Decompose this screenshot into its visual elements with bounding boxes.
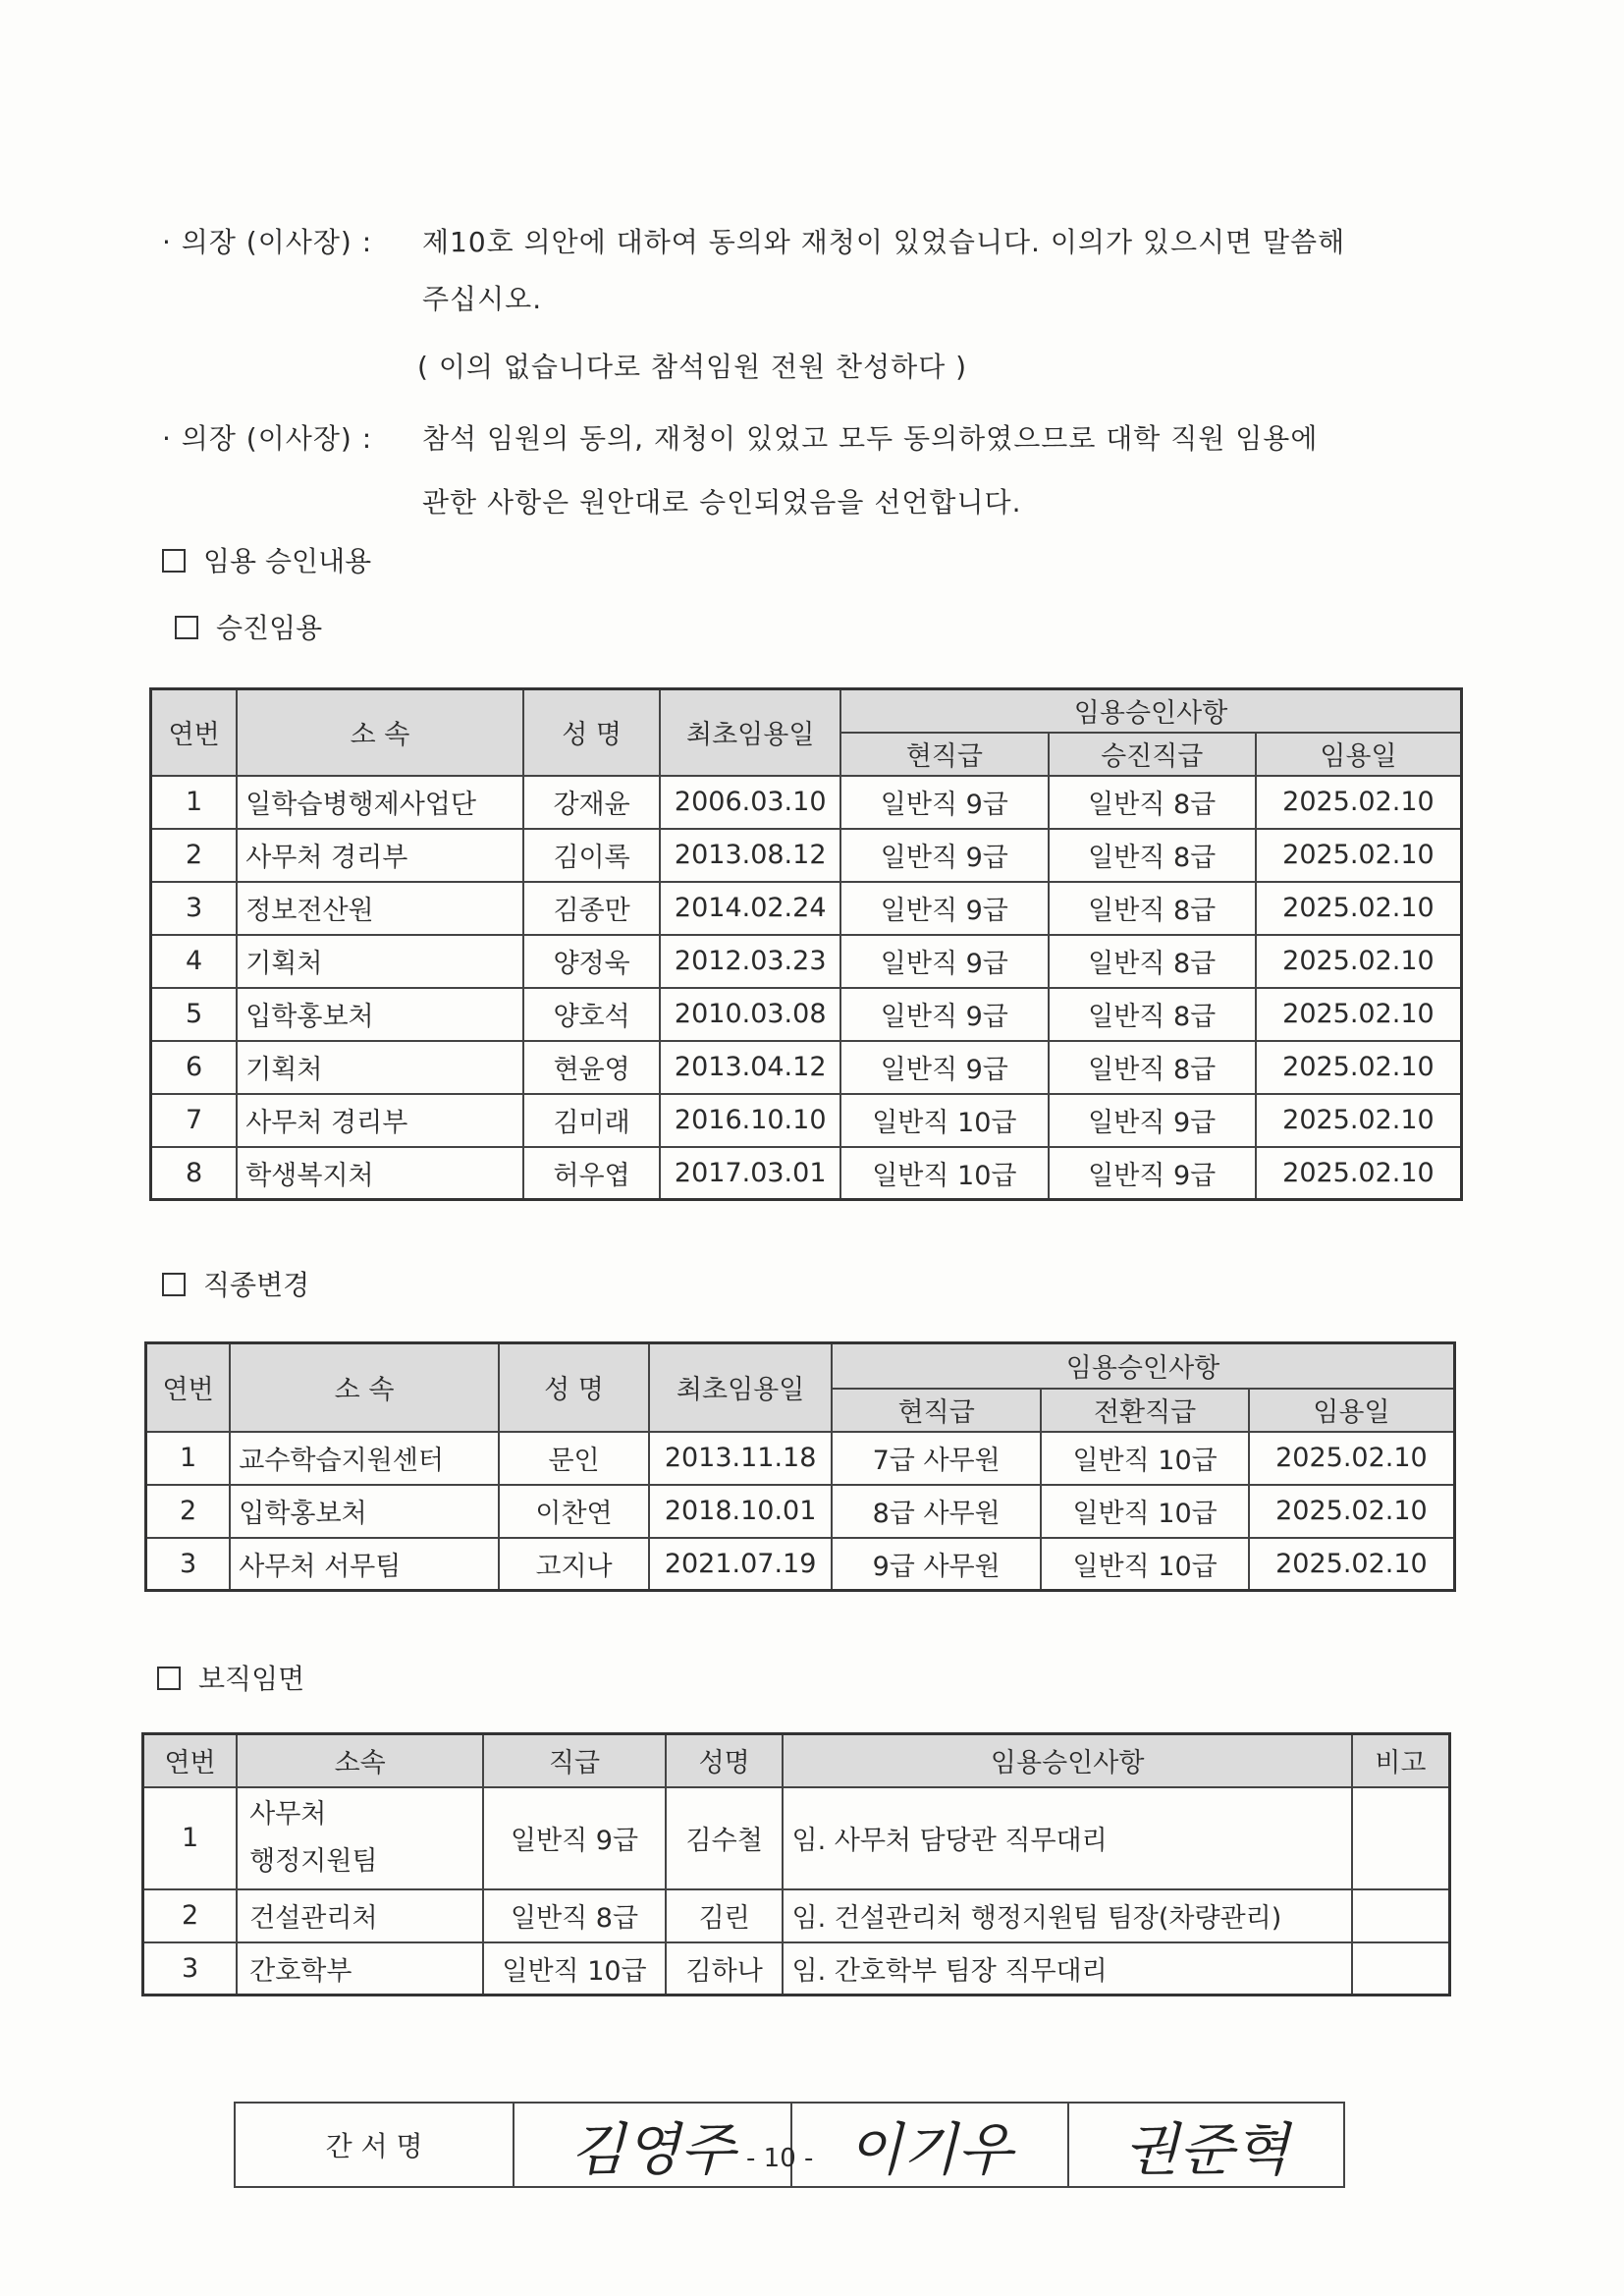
cell-name: 양정욱	[523, 935, 661, 988]
table-row	[151, 776, 1462, 829]
table-row	[151, 882, 1462, 935]
speech2-line1: 참석 임원의 동의, 재청이 있었고 모두 동의하였으므로 대학 직원 임용에	[422, 422, 1319, 455]
cell-dept: 사무처 서무팀	[230, 1538, 499, 1591]
cell-current-grade: 일반직 10급	[840, 1147, 1048, 1200]
table-row	[146, 1538, 1455, 1591]
cell-new-grade: 일반직 8급	[1049, 1041, 1256, 1094]
cell-name: 김하나	[666, 1942, 784, 1995]
cell-date: 2025.02.10	[1249, 1485, 1455, 1538]
cell-date: 2025.02.10	[1256, 1147, 1462, 1200]
cell-new-grade: 일반직 8급	[1049, 829, 1256, 882]
cell-no: 1	[143, 1787, 238, 1889]
cell-first-date: 2012.03.23	[660, 935, 840, 988]
cell-no: 5	[151, 988, 238, 1041]
cell-dept: 정보전산원	[237, 882, 523, 935]
cell-current-grade: 7급 사무원	[832, 1432, 1041, 1485]
header-date: 임용일	[1256, 733, 1462, 776]
speech1-line2: 주십시오.	[422, 283, 543, 315]
cell-new-grade: 일반직 8급	[1049, 988, 1256, 1041]
table-row	[151, 829, 1462, 882]
cell-first-date: 2017.03.01	[660, 1147, 840, 1200]
header-first-date: 최초임용일	[649, 1343, 832, 1432]
cell-name: 양호석	[523, 988, 661, 1041]
cell-date: 2025.02.10	[1256, 882, 1462, 935]
checkbox-square-icon	[162, 1273, 186, 1296]
header-name: 성명	[666, 1734, 784, 1787]
cell-first-date: 2021.07.19	[649, 1538, 832, 1591]
cell-name: 김종만	[523, 882, 661, 935]
cell-new-grade: 일반직 9급	[1049, 1147, 1256, 1200]
cell-name: 이찬연	[499, 1485, 649, 1538]
speech2-speaker: · 의장 (이사장) :	[162, 422, 373, 455]
cell-dept: 입학홍보처	[230, 1485, 499, 1538]
header-approval-group: 임용승인사항	[840, 689, 1461, 733]
cell-name: 김수철	[666, 1787, 784, 1889]
cell-detail: 임. 건설관리처 행정지원팀 팀장(차량관리)	[783, 1889, 1351, 1942]
position-table	[141, 1732, 1451, 1996]
header-dept: 소 속	[237, 689, 523, 776]
cell-first-date: 2010.03.08	[660, 988, 840, 1041]
cell-name: 문인	[499, 1432, 649, 1485]
cell-dept: 기획처	[237, 1041, 523, 1094]
cell-grade: 일반직 8급	[483, 1889, 666, 1942]
checkbox-square-icon	[175, 616, 198, 639]
header-no: 연번	[151, 689, 238, 776]
cell-dept: 기획처	[237, 935, 523, 988]
table-row	[151, 1147, 1462, 1200]
cell-detail: 임. 사무처 담당관 직무대리	[783, 1787, 1351, 1889]
cell-dept: 사무처 경리부	[237, 1094, 523, 1147]
cell-new-grade: 일반직 10급	[1041, 1538, 1249, 1591]
cell-new-grade: 일반직 8급	[1049, 882, 1256, 935]
cell-name: 고지나	[499, 1538, 649, 1591]
table-row	[151, 1094, 1462, 1147]
cell-no: 2	[146, 1485, 231, 1538]
cell-date: 2025.02.10	[1249, 1538, 1455, 1591]
cell-dept: 학생복지처	[237, 1147, 523, 1200]
cell-name: 강재윤	[523, 776, 661, 829]
cell-no: 7	[151, 1094, 238, 1147]
cell-name: 김이록	[523, 829, 661, 882]
cell-date: 2025.02.10	[1256, 1094, 1462, 1147]
cell-first-date: 2018.10.01	[649, 1485, 832, 1538]
cell-current-grade: 일반직 9급	[840, 1041, 1048, 1094]
jobchange-table	[144, 1341, 1456, 1592]
cell-current-grade: 일반직 9급	[840, 829, 1048, 882]
page-number: - 10 -	[746, 2144, 814, 2173]
header-date: 임용일	[1249, 1389, 1455, 1432]
resolution-text: ( 이의 없습니다로 참석임원 전원 찬성하다 )	[417, 351, 968, 383]
table-row	[143, 1787, 1450, 1889]
cell-no: 1	[151, 776, 238, 829]
header-new-grade: 전환직급	[1041, 1389, 1249, 1432]
cell-dept: 건설관리처	[237, 1889, 483, 1942]
signature-3: 권준혁	[1068, 2103, 1344, 2187]
cell-grade: 일반직 9급	[483, 1787, 666, 1889]
speech2-line2: 관한 사항은 원안대로 승인되었음을 선언합니다.	[422, 486, 1022, 519]
signature-2: 이기우	[791, 2103, 1069, 2187]
header-no: 연번	[143, 1734, 238, 1787]
cell-note	[1352, 1889, 1450, 1942]
cell-date: 2025.02.10	[1256, 988, 1462, 1041]
cell-date: 2025.02.10	[1256, 1041, 1462, 1094]
table-row	[151, 935, 1462, 988]
cell-no: 3	[143, 1942, 238, 1995]
header-dept: 소 속	[230, 1343, 499, 1432]
cell-date: 2025.02.10	[1249, 1432, 1455, 1485]
cell-first-date: 2013.08.12	[660, 829, 840, 882]
cell-name: 허우엽	[523, 1147, 661, 1200]
cell-note	[1352, 1787, 1450, 1889]
header-name: 성 명	[523, 689, 661, 776]
header-current-grade: 현직급	[832, 1389, 1041, 1432]
cell-name: 김미래	[523, 1094, 661, 1147]
cell-first-date: 2014.02.24	[660, 882, 840, 935]
cell-current-grade: 일반직 9급	[840, 776, 1048, 829]
checkbox-square-icon	[162, 549, 186, 573]
cell-new-grade: 일반직 9급	[1049, 1094, 1256, 1147]
cell-new-grade: 일반직 8급	[1049, 776, 1256, 829]
header-note: 비고	[1352, 1734, 1450, 1787]
cell-first-date: 2016.10.10	[660, 1094, 840, 1147]
header-grade: 직급	[483, 1734, 666, 1787]
cell-no: 8	[151, 1147, 238, 1200]
table-row	[151, 1041, 1462, 1094]
header-no: 연번	[146, 1343, 231, 1432]
table-row	[146, 1485, 1455, 1538]
cell-current-grade: 일반직 10급	[840, 1094, 1048, 1147]
table-row	[143, 1942, 1450, 1995]
cell-dept: 사무처 경리부	[237, 829, 523, 882]
table-row	[151, 988, 1462, 1041]
cell-dept: 간호학부	[237, 1942, 483, 1995]
section-promotion: 승진임용	[175, 607, 322, 646]
cell-first-date: 2006.03.10	[660, 776, 840, 829]
cell-current-grade: 8급 사무원	[832, 1485, 1041, 1538]
cell-new-grade: 일반직 8급	[1049, 935, 1256, 988]
cell-no: 4	[151, 935, 238, 988]
cell-grade: 일반직 10급	[483, 1942, 666, 1995]
cell-note	[1352, 1942, 1450, 1995]
promotion-table	[149, 687, 1463, 1201]
signature-label: 간 서 명	[235, 2103, 514, 2187]
header-new-grade: 승진직급	[1049, 733, 1256, 776]
header-detail: 임용승인사항	[783, 1734, 1351, 1787]
cell-no: 3	[146, 1538, 231, 1591]
section-position: 보직임면	[157, 1658, 304, 1697]
cell-no: 2	[151, 829, 238, 882]
table-row	[143, 1889, 1450, 1942]
section-jobchange: 직종변경	[162, 1264, 309, 1303]
speech1-speaker: · 의장 (이사장) :	[162, 226, 373, 258]
cell-first-date: 2013.11.18	[649, 1432, 832, 1485]
section-approval: 임용 승인내용	[162, 540, 371, 579]
cell-no: 6	[151, 1041, 238, 1094]
speech1-line1: 제10호 의안에 대하여 동의와 재청이 있었습니다. 이의가 있으시면 말씀해	[422, 226, 1346, 258]
cell-no: 2	[143, 1889, 238, 1942]
cell-no: 3	[151, 882, 238, 935]
cell-name: 김린	[666, 1889, 784, 1942]
cell-name: 현윤영	[523, 1041, 661, 1094]
cell-date: 2025.02.10	[1256, 829, 1462, 882]
cell-dept: 사무처 행정지원팀	[237, 1787, 483, 1889]
cell-dept: 입학홍보처	[237, 988, 523, 1041]
cell-current-grade: 9급 사무원	[832, 1538, 1041, 1591]
header-first-date: 최초임용일	[660, 689, 840, 776]
signature-1: 김영주	[514, 2103, 791, 2187]
cell-date: 2025.02.10	[1256, 935, 1462, 988]
cell-detail: 임. 간호학부 팀장 직무대리	[783, 1942, 1351, 1995]
cell-current-grade: 일반직 9급	[840, 988, 1048, 1041]
checkbox-square-icon	[157, 1667, 181, 1690]
cell-current-grade: 일반직 9급	[840, 882, 1048, 935]
cell-no: 1	[146, 1432, 231, 1485]
header-current-grade: 현직급	[840, 733, 1048, 776]
cell-first-date: 2013.04.12	[660, 1041, 840, 1094]
header-approval-group: 임용승인사항	[832, 1343, 1455, 1389]
table-row	[146, 1432, 1455, 1485]
header-name: 성 명	[499, 1343, 649, 1432]
cell-new-grade: 일반직 10급	[1041, 1485, 1249, 1538]
header-dept: 소속	[237, 1734, 483, 1787]
cell-dept: 교수학습지원센터	[230, 1432, 499, 1485]
cell-new-grade: 일반직 10급	[1041, 1432, 1249, 1485]
cell-current-grade: 일반직 9급	[840, 935, 1048, 988]
cell-date: 2025.02.10	[1256, 776, 1462, 829]
cell-dept: 일학습병행제사업단	[237, 776, 523, 829]
